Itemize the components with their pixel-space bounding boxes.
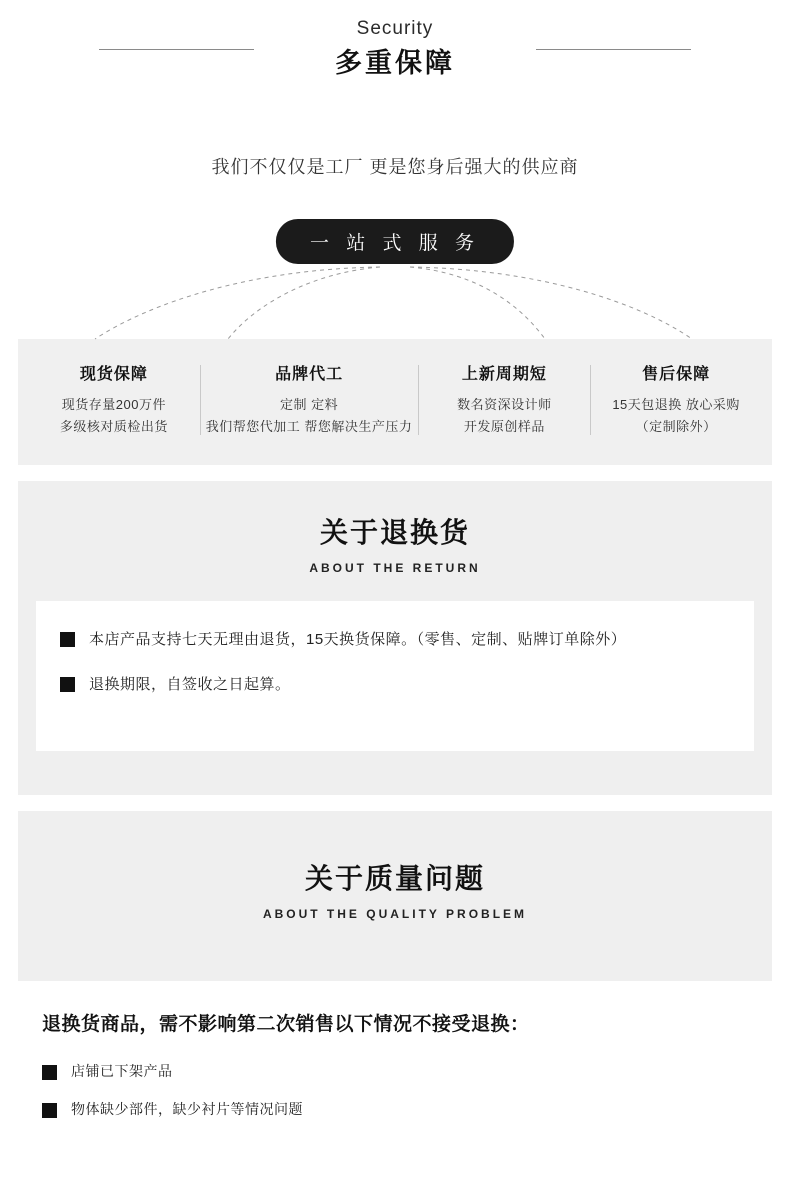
feature-title: 品牌代工 <box>275 365 344 383</box>
list-item-text: 店铺已下架产品 <box>71 1063 173 1080</box>
return-title-cn: 关于退换货 <box>319 517 470 549</box>
list-item-text: 本店产品支持七天无理由退货，15天换货保障。（零售、定制、贴牌订单除外） <box>89 631 627 649</box>
square-bullet-icon <box>42 1065 57 1080</box>
feature-line: 现货存量200万件 <box>61 396 166 412</box>
feature-column <box>28 361 200 440</box>
list-item-text: 物体缺少部件，缺少衬片等情况问题 <box>71 1100 303 1117</box>
feature-column <box>418 361 590 440</box>
list-item-text: 退换期限，自签收之日起算。 <box>89 675 291 693</box>
list-item <box>60 674 730 697</box>
feature-title: 上新周期短 <box>461 365 547 383</box>
return-title-en: ABOUT THE RETURN <box>309 561 481 576</box>
feature-line: 数名资深设计师 <box>457 396 552 412</box>
feature-column <box>200 361 419 440</box>
feature-column <box>590 361 762 440</box>
square-bullet-icon <box>60 632 75 647</box>
quality-section <box>18 811 772 981</box>
one-stop-service-pill: 一 站 式 服 务 <box>276 219 514 264</box>
list-item <box>60 629 730 652</box>
feature-line: 定制 定料 <box>280 396 339 412</box>
feature-title: 现货保障 <box>79 365 148 383</box>
header-rule-left <box>99 49 254 50</box>
header-english-title: Security <box>356 18 434 39</box>
quality-title-en: ABOUT THE QUALITY PROBLEM <box>262 907 528 922</box>
header-row <box>0 18 790 81</box>
return-section <box>18 481 772 795</box>
feature-line: 多级核对质检出货 <box>59 419 168 435</box>
quality-title-cn: 关于质量问题 <box>304 863 485 895</box>
square-bullet-icon <box>42 1103 57 1118</box>
features-panel <box>18 339 772 466</box>
feature-line: （定制除外） <box>635 419 717 435</box>
header-center <box>254 18 536 81</box>
subheadline: 我们不仅仅是工厂 更是您身后强大的供应商 <box>211 156 579 177</box>
return-card <box>36 601 754 751</box>
feature-line: 15天包退换 放心采购 <box>612 396 740 412</box>
return-section-spacer <box>18 751 772 795</box>
quality-card <box>18 981 772 1153</box>
feature-line: 开发原创样品 <box>463 419 545 435</box>
service-pill-wrap <box>0 219 790 339</box>
list-item <box>42 1062 748 1082</box>
square-bullet-icon <box>60 677 75 692</box>
list-item <box>42 1100 748 1120</box>
page-header <box>0 0 790 81</box>
header-chinese-title: 多重保障 <box>335 47 455 78</box>
feature-line: 我们帮您代加工 帮您解决生产压力 <box>205 419 413 435</box>
header-rule-right <box>536 49 691 50</box>
connector-arcs <box>0 253 790 343</box>
feature-title: 售后保障 <box>642 365 711 383</box>
quality-lead-text: 退换货商品，需不影响第二次销售以下情况不接受退换： <box>42 1014 530 1036</box>
